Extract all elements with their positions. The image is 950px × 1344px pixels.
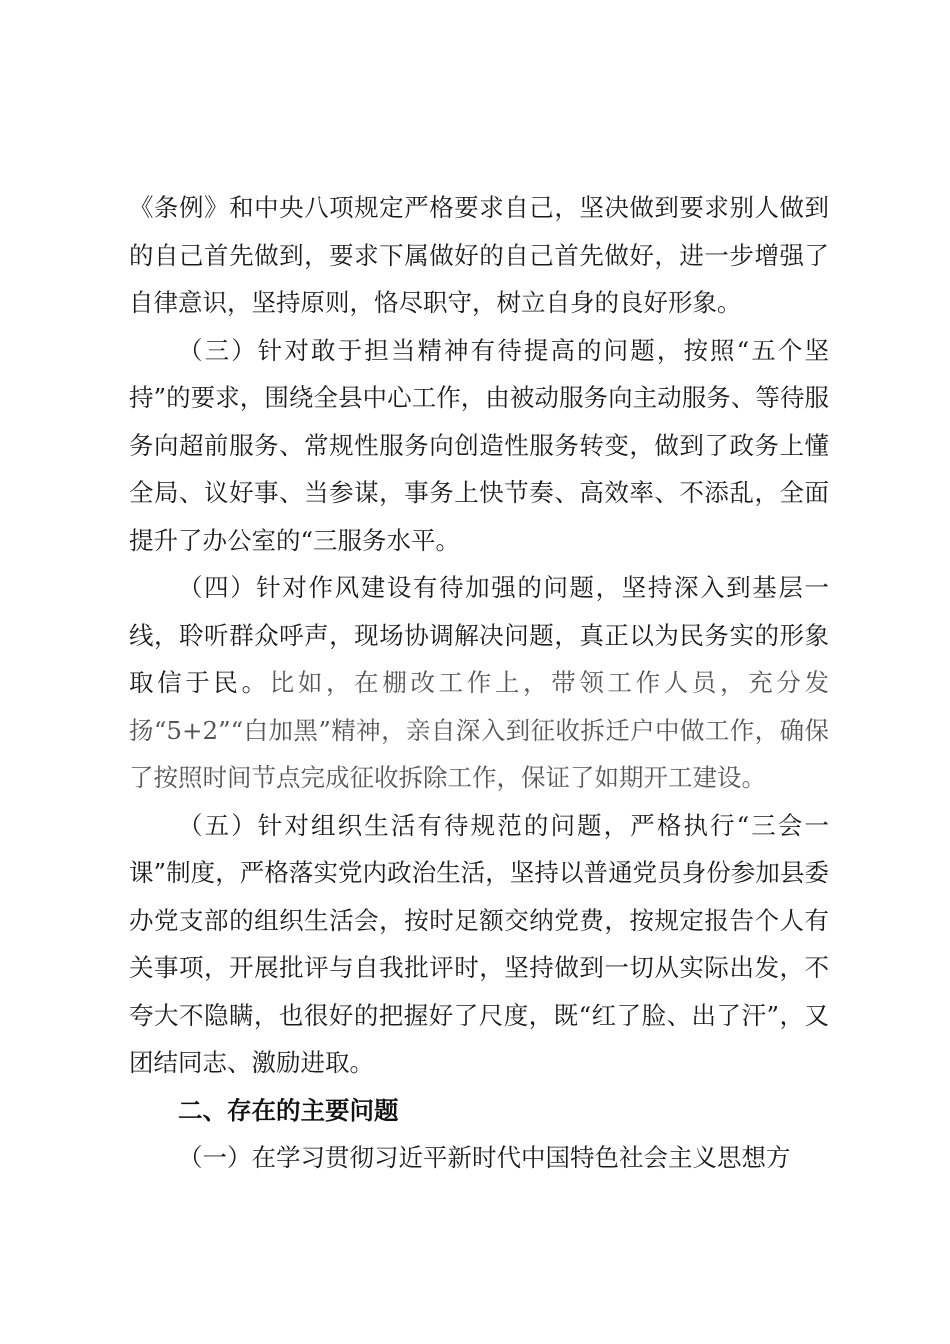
document-body bbox=[129, 184, 829, 1182]
section-heading-main-problems: 二、存在的主要问题 bbox=[178, 1095, 399, 1125]
paragraph-section-three: （三）针对敢于担当精神有待提高的问题，按照“五个坚持”的要求，围绕全县中心工作，由被动服务向主动服务、等待服务向超前服务、常规性服务向创造性服务转变，做到了政务上懂全局、议好事、当参谋，事务上快节奏、高效率、不添乱，全面提升了办公室的“三服务水平。 bbox=[129, 335, 829, 555]
paragraph-problem-one: （一）在学习贯彻习近平新时代中国特色社会主义思想方 bbox=[178, 1143, 791, 1172]
paragraph-regulations: 《条例》和中央八项规定严格要求自己，坚决做到要求别人做到的自己首先做到，要求下属做好的自己首先做好，进一步增强了自律意识，坚持原则，恪尽职守，树立自身的良好形象。 bbox=[129, 193, 829, 317]
paragraph-section-four-main: （四）针对作风建设有待加强的问题，坚持深入到基层一线，聆听群众呼声，现场协调解决问题，真正以为民务实的形象取信于民。 bbox=[129, 573, 829, 697]
paragraph-section-four-example: 比如，在棚改工作上，带领工作人员，充分发扬“5+2”“白加黑”精神，亲自深入到征收拆迁户中做工作，确保了按照时间节点完成征收拆除工作，保证了如期开工建设。 bbox=[129, 668, 830, 792]
paragraph-section-five: （五）针对组织生活有待规范的问题，严格执行“三会一课”制度，严格落实党内政治生活，坚持以普通党员身份参加县委办党支部的组织生活会，按时足额交纳党费，按规定报告个人有关事项，开展批评与自我批评时，坚持做到一切从实际出发，不夸大不隐瞒，也很好的把握好了尺度，既“红了脸、出了汗”，又团结同志、激励进取。 bbox=[129, 810, 829, 1077]
paragraph-section-four bbox=[129, 564, 829, 802]
